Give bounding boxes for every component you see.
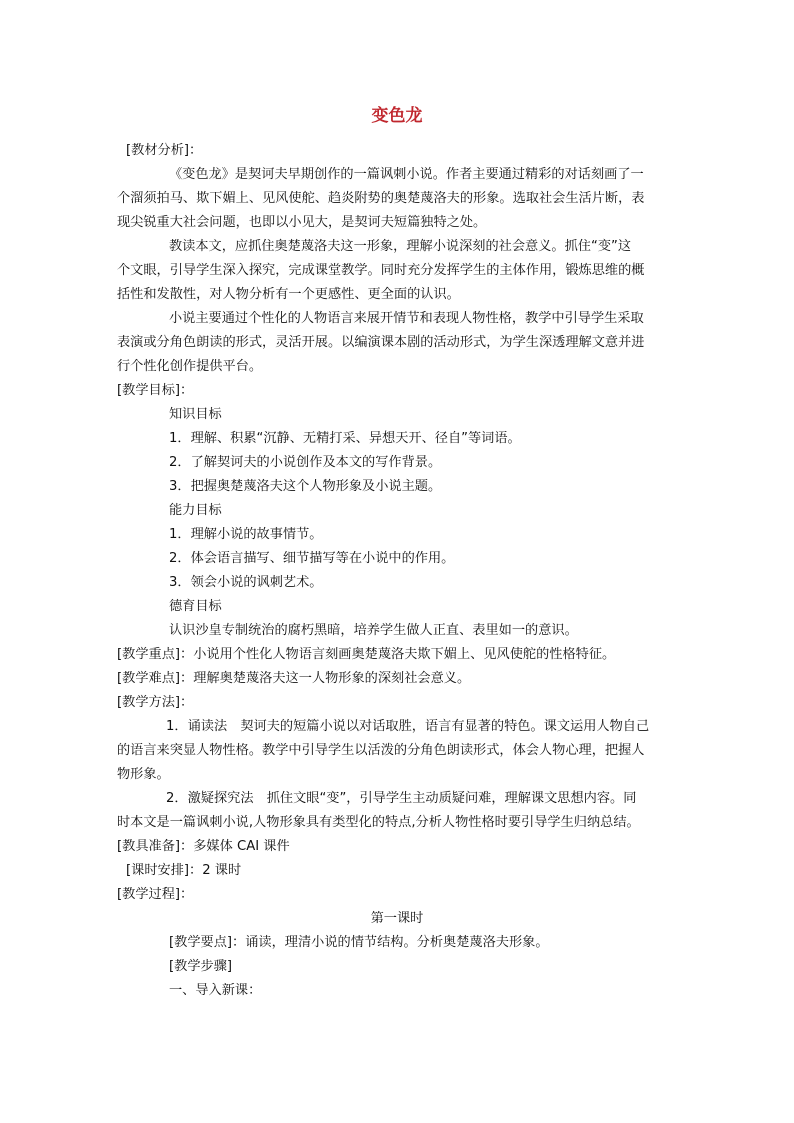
subheading-ability-goals: 能力目标 <box>169 503 222 518</box>
paragraph-line: 1．诵读法 契诃夫的短篇小说以对话取胜，语言有显著的特色。课文运用人物自己 <box>166 719 650 734</box>
section-heading-teaching-aids: [教具准备]：多媒体 CAI 课件 <box>117 839 290 854</box>
section-heading-difficulties: [教学难点]：理解奥楚蔑洛夫这一人物形象的深刻社会意义。 <box>117 671 471 686</box>
paragraph-line: [教学要点]：诵读，理清小说的情节结构。分析奥楚蔑洛夫形象。 <box>169 935 549 950</box>
paragraph-line: 物形象。 <box>117 767 170 782</box>
subheading-knowledge-goals: 知识目标 <box>169 407 222 422</box>
paragraph-line: 的语言来突显人物性格。教学中引导学生以活泼的分角色朗读形式，体会人物心理，把握人 <box>117 743 645 758</box>
paragraph-line: 认识沙皇专制统治的腐朽黑暗，培养学生做人正直、表里如一的意识。 <box>169 623 578 638</box>
paragraph-line: 括性和发散性，对人物分析有一个更感性、更全面的认识。 <box>117 287 460 302</box>
paragraph-line: 教读本文，应抓住奥楚蔑洛夫这一形象，理解小说深刻的社会意义。抓住“变”这 <box>169 239 632 254</box>
paragraph-line: 表演或分角色朗读的形式，灵活开展。以编演课本剧的活动形式，为学生深透理解文意并进 <box>117 335 645 350</box>
section-heading-schedule: [课时安排]：2 课时 <box>126 863 242 878</box>
paragraph-line: 小说主要通过个性化的人物语言来展开情节和表现人物性格，教学中引导学生采取 <box>169 311 644 326</box>
list-item: 3．领会小说的讽刺艺术。 <box>169 575 323 590</box>
subheading-moral-goals: 德育目标 <box>169 599 222 614</box>
list-item: 2．体会语言描写、细节描写等在小说中的作用。 <box>169 551 455 566</box>
document-title: 变色龙 <box>371 106 423 126</box>
list-item: 1．理解、积累“沉静、无精打采、异想天开、径自”等词语。 <box>169 431 521 446</box>
list-item: 3．把握奥楚蔑洛夫这个人物形象及小说主题。 <box>169 479 442 494</box>
lesson-heading-first: 第一课时 <box>370 911 424 926</box>
section-heading-textbook-analysis: [教材分析]： <box>126 143 203 158</box>
section-heading-teaching-goals: [教学目标]： <box>117 383 194 398</box>
subheading-teaching-steps: [教学步骤] <box>169 959 233 974</box>
list-item: 2．了解契诃夫的小说创作及本文的写作背景。 <box>169 455 442 470</box>
paragraph-line: 行个性化创作提供平台。 <box>117 359 263 374</box>
list-item: 1．理解小说的故事情节。 <box>169 527 323 542</box>
section-heading-teaching-process: [教学过程]： <box>117 887 194 902</box>
paragraph-line: 个文眼，引导学生深入探究，完成课堂教学。同时充分发挥学生的主体作用，锻炼思维的概 <box>117 263 645 278</box>
paragraph-line: 时本文是一篇讽刺小说,人物形象具有类型化的特点,分析人物性格时要引导学生归纳总结。 <box>117 815 640 830</box>
paragraph-line: 个溜须拍马、欺下媚上、见风使舵、趋炎附势的奥楚蔑洛夫的形象。选取社会生活片断，表 <box>117 191 645 206</box>
paragraph-line: 现尖锐重大社会问题，也即以小见大，是契诃夫短篇独特之处。 <box>117 215 487 230</box>
subheading-introduction: 一、导入新课： <box>169 983 262 998</box>
section-heading-key-points: [教学重点]：小说用个性化人物语言刻画奥楚蔑洛夫欺下媚上、见风使舵的性格特征。 <box>117 647 616 662</box>
paragraph-line: 《变色龙》是契诃夫早期创作的一篇讽刺小说。作者主要通过精彩的对话刻画了一 <box>169 167 644 182</box>
section-heading-teaching-methods: [教学方法]： <box>117 695 194 710</box>
paragraph-line: 2．激疑探究法 抓住文眼“变”，引导学生主动质疑问难，理解课文思想内容。同 <box>166 791 637 806</box>
